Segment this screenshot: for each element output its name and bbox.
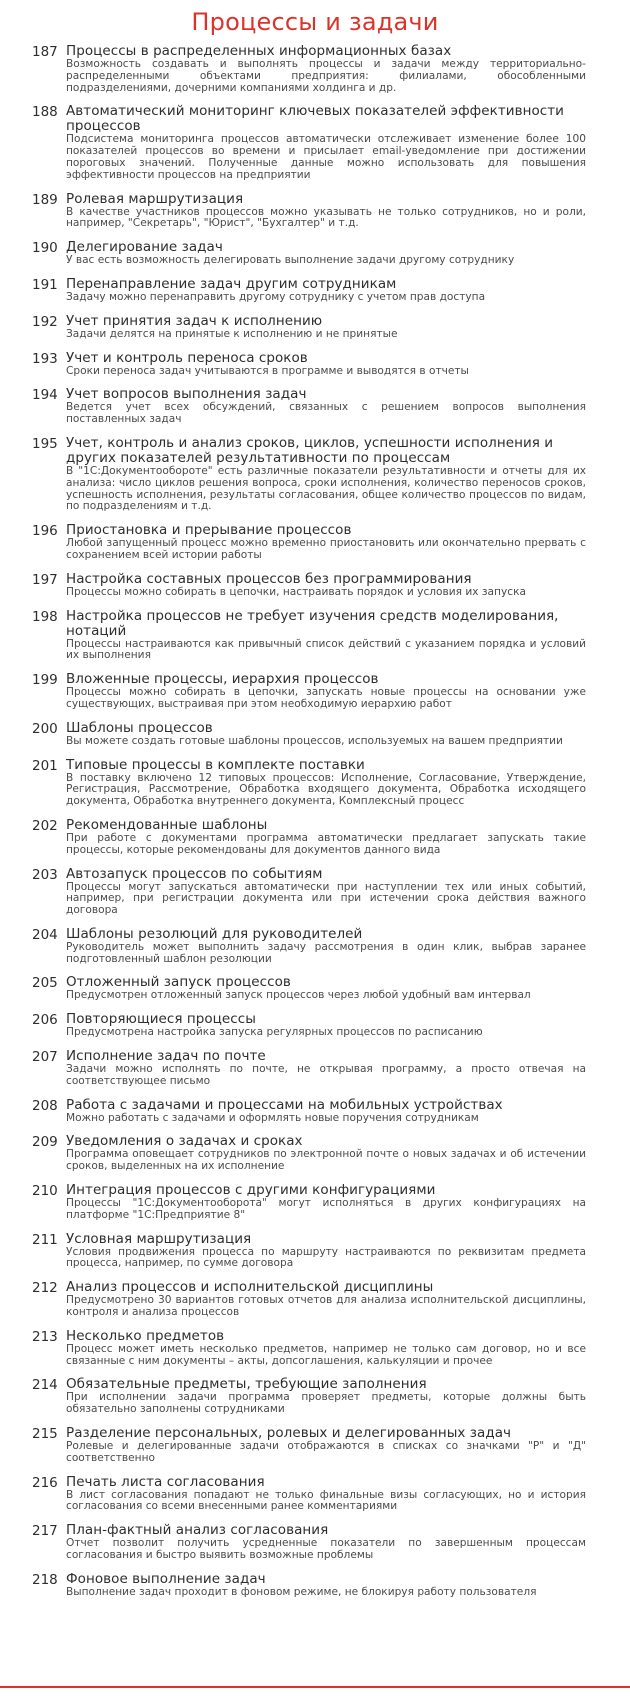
item-title: Приостановка и прерывание процессов — [66, 522, 352, 539]
item-title: Учет вопросов выполнения задач — [66, 386, 307, 403]
list-item — [0, 1183, 630, 1222]
item-number: 206 — [32, 1012, 58, 1029]
item-number: 198 — [32, 608, 58, 625]
list-item — [0, 867, 630, 917]
list-item — [0, 351, 630, 378]
item-number: 201 — [32, 757, 58, 774]
item-description: У вас есть возможность делегировать выполнение задачи другому сотруднику — [66, 254, 515, 267]
item-description: Подсистема мониторинга процессов автоматически отслеживает изменение более 100 показателей процессов во времени и присылает email-уведомление при достижении пороговых значений. Полученные данные можно использовать для повышения эффективности процессов на предприятии — [66, 133, 586, 181]
item-title: План-фактный анализ согласования — [66, 1522, 329, 1539]
item-title: Уведомления о задачах и сроках — [66, 1133, 303, 1150]
item-description: В качестве участников процессов можно указывать не только сотрудников, но и роли, например, "Секретарь", "Юрист", "Бухгалтер" и т.д. — [66, 205, 586, 230]
list-item — [0, 609, 630, 663]
item-number: 194 — [32, 387, 58, 404]
list-item — [0, 192, 630, 231]
bottom-divider — [0, 1686, 630, 1688]
item-number: 210 — [32, 1183, 58, 1200]
item-number: 214 — [32, 1377, 58, 1394]
list-item — [0, 1232, 630, 1271]
item-description: Сроки переноса задач учитываются в программе и выводятся в отчеты — [66, 364, 469, 377]
item-number: 207 — [32, 1049, 58, 1066]
item-description: Задачу можно перенаправить другому сотруднику с учетом прав доступа — [66, 290, 486, 303]
item-title: Типовые процессы в комплекте поставки — [66, 756, 365, 773]
item-number: 204 — [32, 926, 58, 943]
item-title: Настройка составных процессов без программирования — [66, 570, 472, 587]
item-title: Фоновое выполнение задач — [66, 1570, 266, 1587]
item-number: 192 — [32, 313, 58, 330]
item-description: Задачи делятся на принятые к исполнению и не принятые — [66, 327, 398, 340]
list-item — [0, 387, 630, 426]
list-item — [0, 436, 630, 513]
list-item — [0, 1049, 630, 1088]
item-description: Вы можете создать готовые шаблоны процессов, используемых на вашем предприятии — [66, 734, 563, 747]
item-number: 199 — [32, 672, 58, 689]
list-item — [0, 721, 630, 748]
item-title: Несколько предметов — [66, 1327, 225, 1344]
item-number: 188 — [32, 104, 58, 121]
list-item — [0, 1572, 630, 1599]
list-item — [0, 1098, 630, 1125]
feature-list — [0, 44, 630, 1609]
item-description: Процессы могут запускаться автоматически при наступлении тех или иных событий, например, при регистрации документа или при истечении срока действия важного договора — [66, 880, 586, 917]
item-number: 216 — [32, 1474, 58, 1491]
item-description: Отчет позволит получить усредненные показатели по завершенным процессам согласования и быстро выявить возможные проблемы — [66, 1537, 586, 1562]
item-number: 205 — [32, 975, 58, 992]
item-title: Работа с задачами и процессами на мобильных устройствах — [66, 1096, 503, 1113]
item-number: 217 — [32, 1523, 58, 1540]
item-number: 209 — [32, 1134, 58, 1151]
item-description: Любой запущенный процесс можно временно приостановить или окончательно прервать с сохранением всей истории работы — [66, 537, 586, 561]
item-title: Разделение персональных, ролевых и делегированных задач — [66, 1425, 512, 1442]
item-title: Вложенные процессы, иерархия процессов — [66, 671, 379, 688]
list-item — [0, 1523, 630, 1562]
list-item — [0, 927, 630, 966]
item-description: Ролевые и делегированные задачи отображаются в списках со значками "Р" и "Д" соответственно — [66, 1440, 586, 1464]
item-number: 202 — [32, 817, 58, 834]
item-title: Повторяющиеся процессы — [66, 1011, 256, 1028]
list-item — [0, 672, 630, 711]
item-description: Руководитель может выполнить задачу рассмотрения в один клик, выбрав заранее подготовленный шаблон резолюции — [66, 940, 586, 965]
item-title: Условная маршрутизация — [66, 1230, 252, 1247]
item-title: Печать листа согласования — [66, 1473, 265, 1490]
item-number: 187 — [32, 44, 58, 60]
item-title: Интеграция процессов с другими конфигурациями — [66, 1182, 436, 1199]
item-description: Ведется учет всех обсуждений, связанных с решением вопросов выполнения поставленных задач — [66, 401, 586, 426]
item-title: Автозапуск процессов по событиям — [66, 865, 323, 882]
item-number: 208 — [32, 1097, 58, 1114]
list-item — [0, 758, 630, 808]
page-title: Процессы и задачи — [191, 8, 439, 36]
item-title: Учет, контроль и анализ сроков, циклов, успешности исполнения и других показателей результативности по процессам — [66, 434, 554, 466]
list-item — [0, 314, 630, 341]
list-item — [0, 572, 630, 599]
item-description: Процессы можно собирать в цепочки, настраивать порядок и условия их запуска — [66, 585, 526, 598]
item-number: 200 — [32, 720, 58, 737]
list-item — [0, 818, 630, 857]
item-description: Процессы можно собирать в цепочки, запускать новые процессы на основании уже существующих, выстраивая при этом необходимую иерархию работ — [66, 686, 586, 710]
item-description: В лист согласования попадают не только финальные визы согласующих, но и история согласования со всеми внесенными ранее комментариями — [66, 1488, 586, 1513]
item-description: В "1С:Документообороте" есть различные показатели результативности и отчеты для их анализа: число циклов решения вопроса, сроки исполнения, количество переносов сроков, успешность исполнения, результаты согласования, общее количество процессов по видам, по подразделениям и т.д. — [66, 464, 586, 513]
item-number: 196 — [32, 523, 58, 540]
item-number: 213 — [32, 1328, 58, 1345]
item-description: Можно работать с задачами и оформлять новые поручения сотрудникам — [66, 1111, 479, 1124]
item-description: Выполнение задач проходит в фоновом режиме, не блокируя работу пользователя — [66, 1585, 537, 1598]
item-number: 215 — [32, 1426, 58, 1443]
item-description: Программа оповещает сотрудников по электронной почте о новых задачах и об истечении сроков, выделенных на их исполнение — [66, 1148, 586, 1173]
item-description: В поставку включено 12 типовых процессов: Исполнение, Согласование, Утверждение, Регистрация, Рассмотрение, Обработка входящего документа, Обработка исходящего документа, Обработка внутреннего документа, Комплексный процесс — [66, 771, 586, 808]
list-item — [0, 240, 630, 267]
item-title: Обязательные предметы, требующие заполнения — [66, 1376, 427, 1393]
item-title: Процессы в распределенных информационных базах — [66, 43, 452, 59]
item-title: Учет принятия задач к исполнению — [66, 312, 323, 329]
list-item — [0, 1134, 630, 1173]
list-item — [0, 975, 630, 1002]
item-title: Рекомендованные шаблоны — [66, 816, 268, 833]
item-description: Предусмотрено 30 вариантов готовых отчетов для анализа исполнительской дисциплины, контроля и анализа процессов — [66, 1294, 586, 1319]
item-title: Анализ процессов и исполнительской дисциплины — [66, 1279, 434, 1296]
item-description: При исполнении задачи программа проверяет предметы, которые должны быть обязательно заполнены сотрудниками — [66, 1391, 586, 1416]
item-title: Исполнение задач по почте — [66, 1048, 266, 1065]
item-number: 195 — [32, 435, 58, 452]
item-description: Предусмотрена настройка запуска регулярных процессов по расписанию — [66, 1026, 483, 1039]
item-description: Процесс может иметь несколько предметов, например не только сам договор, но и все связанные с ним документы – акты, допсоглашения, калькуляции и прочее — [66, 1342, 586, 1367]
item-description: При работе с документами программа автоматически предлагает запускать такие процессы, которые рекомендованы для документов данного вида — [66, 831, 586, 856]
item-title: Шаблоны резолюций для руководителей — [66, 925, 363, 942]
item-title: Автоматический мониторинг ключевых показателей эффективности процессов — [66, 103, 564, 135]
item-description: Процессы настраиваются как привычный список действий с указанием порядка и условий их выполнения — [66, 637, 586, 662]
list-item — [0, 1280, 630, 1319]
item-description: Условия продвижения процесса по маршруту настраиваются по реквизитам предмета процесса, например, по сумме договора — [66, 1245, 586, 1270]
item-title: Перенаправление задач другим сотрудникам — [66, 275, 397, 292]
item-title: Делегирование задач — [66, 239, 223, 256]
item-title: Шаблоны процессов — [66, 719, 213, 736]
list-item — [0, 1475, 630, 1514]
list-item — [0, 44, 630, 94]
list-item — [0, 277, 630, 304]
list-item — [0, 1329, 630, 1368]
item-number: 193 — [32, 350, 58, 367]
list-item — [0, 1012, 630, 1039]
item-title: Отложенный запуск процессов — [66, 974, 291, 991]
item-number: 191 — [32, 276, 58, 293]
item-description: Процессы "1С:Документооборота" могут исполняться в других конфигурациях на платформе "1С:Предприятие 8" — [66, 1197, 586, 1221]
item-description: Задачи можно исполнять по почте, не открывая программу, а просто отвечая на соответствующее письмо — [66, 1063, 586, 1087]
item-number: 197 — [32, 571, 58, 588]
item-number: 211 — [32, 1231, 58, 1248]
item-number: 189 — [32, 191, 58, 208]
item-number: 212 — [32, 1280, 58, 1297]
list-item — [0, 1377, 630, 1416]
list-item — [0, 523, 630, 562]
item-title: Учет и контроль переноса сроков — [66, 349, 308, 366]
item-number: 218 — [32, 1571, 58, 1588]
item-number: 190 — [32, 240, 58, 257]
item-description: Предусмотрен отложенный запуск процессов через любой удобный вам интервал — [66, 989, 531, 1002]
item-title: Ролевая маршрутизация — [66, 190, 244, 207]
item-description: Возможность создавать и выполнять процессы и задачи между территориально-распределенными объектами предприятия: филиалами, обособленными подразделениями, дочерними компаниями холдинга и др. — [66, 58, 586, 94]
item-number: 203 — [32, 866, 58, 883]
list-item — [0, 104, 630, 181]
item-title: Настройка процессов не требует изучения средств моделирования, нотаций — [66, 607, 559, 639]
list-item — [0, 1426, 630, 1465]
